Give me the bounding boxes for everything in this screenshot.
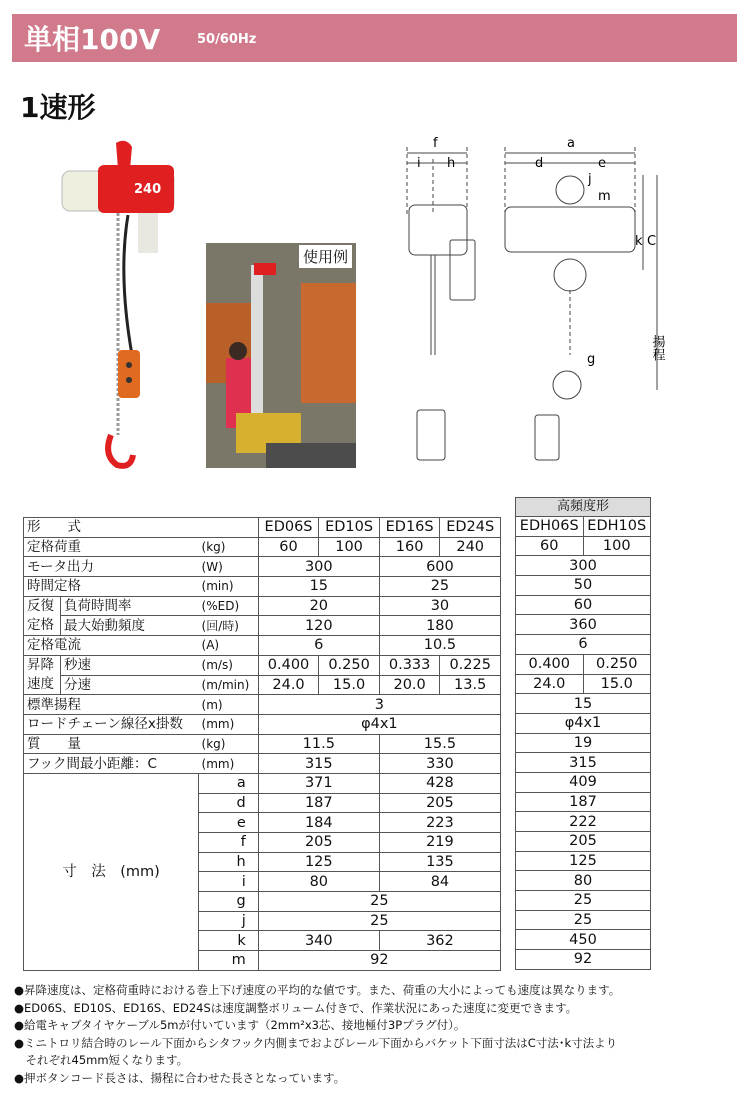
table-cell: 222: [516, 812, 651, 832]
spec-table: [23, 517, 501, 971]
row-unit: (W): [199, 557, 259, 577]
dim-key: h: [199, 852, 259, 872]
row-label: 分速: [61, 675, 199, 695]
table-cell: 362: [379, 931, 500, 951]
row-label: フック間最小距離：C: [24, 754, 199, 774]
table-cell: 371: [258, 773, 379, 793]
table-cell: 60: [516, 595, 651, 615]
table-row: [24, 773, 501, 793]
dim-label-f: f: [433, 136, 438, 151]
table-cell: 600: [379, 557, 500, 577]
table-row: [24, 636, 501, 656]
table-cell: 30: [379, 596, 500, 616]
row-unit: (回/時): [199, 616, 259, 636]
table-cell: 450: [516, 930, 651, 950]
table-cell: 25: [516, 910, 651, 930]
row-unit: (min): [199, 577, 259, 597]
table-cell: 3: [258, 695, 500, 715]
table-cell: 0.250: [319, 655, 380, 675]
usage-caption: 使用例: [299, 245, 352, 268]
speed-label: 昇降 速度: [24, 655, 61, 694]
table-cell: 100: [583, 536, 651, 556]
table-cell: 120: [258, 616, 379, 636]
table-cell: 80: [516, 871, 651, 891]
table-cell: 92: [258, 951, 500, 971]
table-row: [24, 596, 501, 616]
table-cell: 15.5: [379, 734, 500, 754]
dim-key: e: [199, 813, 259, 833]
dim-label-e: e: [598, 156, 606, 171]
table-cell: 19: [516, 733, 651, 753]
row-unit: (%ED): [199, 596, 259, 616]
model-header: ED10S: [319, 518, 380, 538]
dim-key: f: [199, 833, 259, 853]
row-label: モータ出力: [24, 557, 199, 577]
model-header: EDH06S: [516, 517, 584, 537]
table-cell: 160: [379, 537, 440, 557]
note-line: ●押ボタンコード長さは、揚程に合わせた長さとなっています。: [14, 1070, 346, 1085]
table-row: [24, 557, 501, 577]
table-row: [24, 714, 501, 734]
usage-example-photo: [206, 243, 356, 468]
row-label: ロードチェーン線径x掛数: [24, 714, 199, 734]
row-unit: (mm): [199, 714, 259, 734]
table-cell: φ4x1: [258, 714, 500, 734]
table-cell: 125: [516, 851, 651, 871]
table-cell: 25: [379, 577, 500, 597]
table-cell: 315: [258, 754, 379, 774]
table-cell: 92: [516, 950, 651, 970]
table-cell: 205: [258, 833, 379, 853]
table-cell: 60: [516, 536, 584, 556]
table-cell: 24.0: [516, 674, 584, 694]
row-unit: (m/s): [199, 655, 259, 675]
table-cell: 25: [258, 911, 500, 931]
table-cell: 6: [516, 635, 651, 655]
header-banner: [12, 14, 737, 62]
dim-key: d: [199, 793, 259, 813]
row-label: 負荷時間率: [61, 596, 199, 616]
table-row: [24, 675, 501, 695]
table-cell: 6: [258, 636, 379, 656]
table-cell: φ4x1: [516, 713, 651, 733]
note-line: それぞれ45mm短くなります。: [14, 1053, 189, 1067]
table-cell: 20: [258, 596, 379, 616]
dim-label-j: j: [588, 172, 592, 187]
table-row: [24, 518, 501, 538]
row-label: 最大始動頻度: [61, 616, 199, 636]
table-cell: 360: [516, 615, 651, 635]
row-unit: (A): [199, 636, 259, 656]
model-header: ED24S: [440, 518, 501, 538]
table-cell: 205: [379, 793, 500, 813]
row-label: 質 量: [24, 734, 199, 754]
dimension-label: 寸 法 (mm): [24, 773, 199, 970]
row-label: 秒速: [61, 655, 199, 675]
table-row: [24, 577, 501, 597]
table-cell: 0.225: [440, 655, 501, 675]
table-cell: 25: [516, 891, 651, 911]
dim-label-k: k: [635, 234, 643, 249]
header-frequency: 50/60Hz: [197, 32, 257, 47]
hoist-product-image: [56, 135, 186, 480]
dim-key: k: [199, 931, 259, 951]
table-cell: 15: [516, 694, 651, 714]
table-cell: 300: [516, 556, 651, 576]
table-cell: 300: [258, 557, 379, 577]
dim-label-m: m: [598, 189, 611, 204]
table-row: [24, 695, 501, 715]
dim-label-c: C: [647, 234, 657, 249]
table-cell: 0.400: [258, 655, 319, 675]
table-row: [24, 616, 501, 636]
table-cell: 315: [516, 753, 651, 773]
table-cell: 184: [258, 813, 379, 833]
table-cell: 409: [516, 772, 651, 792]
row-label: 時間定格: [24, 577, 199, 597]
table-cell: 20.0: [379, 675, 440, 695]
row-unit: (mm): [199, 754, 259, 774]
table-row: [24, 537, 501, 557]
dim-label-g: g: [587, 352, 596, 367]
row-unit: (kg): [199, 734, 259, 754]
row-unit: (m): [199, 695, 259, 715]
table-cell: 84: [379, 872, 500, 892]
dim-label-i: i: [417, 156, 421, 171]
row-label: 定格電流: [24, 636, 199, 656]
dim-label-d: d: [535, 156, 544, 171]
table-cell: 15.0: [319, 675, 380, 695]
table-cell: 219: [379, 833, 500, 853]
row-label: 標準揚程: [24, 695, 199, 715]
table-row: [24, 734, 501, 754]
table-row: [24, 754, 501, 774]
table-cell: 205: [516, 832, 651, 852]
table-cell: 0.333: [379, 655, 440, 675]
dim-label-lift: 揚程: [649, 335, 665, 361]
note-line: ●給電キャブタイヤケーブル5mが付いています（2mm²x3芯、接地極付3Pプラグ付）。: [14, 1018, 466, 1032]
table-cell: 60: [258, 537, 319, 557]
table-cell: 15.0: [583, 674, 651, 694]
dim-key: a: [199, 773, 259, 793]
dim-key: i: [199, 872, 259, 892]
dim-key: g: [199, 892, 259, 912]
dimension-drawing: [395, 135, 675, 480]
svg-text:240: 240: [134, 182, 162, 197]
table-cell: 180: [379, 616, 500, 636]
model-header: ED06S: [258, 518, 319, 538]
table-cell: 135: [379, 852, 500, 872]
table-cell: 13.5: [440, 675, 501, 695]
note-line: ●ミニトロリ結合時のレール下面からシタフック内側までおよびレール下面からバケット下面寸法はC寸法･k寸法より: [14, 1035, 618, 1050]
table-cell: 10.5: [379, 636, 500, 656]
table-cell: 0.400: [516, 654, 584, 674]
dim-label-a: a: [567, 136, 575, 151]
high-frequency-table: [515, 497, 651, 970]
group-header: 高頻度形: [516, 498, 651, 517]
table-cell: 0.250: [583, 654, 651, 674]
table-cell: 340: [258, 931, 379, 951]
header-title: 単相100V: [24, 23, 161, 56]
notes: [14, 982, 739, 1087]
row-unit: (m/min): [199, 675, 259, 695]
table-row: [24, 655, 501, 675]
table-cell: 187: [516, 792, 651, 812]
dim-label-h: h: [447, 156, 456, 171]
dim-key: m: [199, 951, 259, 971]
table-cell: 240: [440, 537, 501, 557]
table-cell: 24.0: [258, 675, 319, 695]
table-cell: 223: [379, 813, 500, 833]
table-cell: 187: [258, 793, 379, 813]
table-cell: 330: [379, 754, 500, 774]
table-cell: 80: [258, 872, 379, 892]
note-line: ●ED06S、ED10S、ED16S、ED24Sは速度調整ボリューム付きで、作業状況にあった速度に変更できます。: [14, 1000, 578, 1015]
note-line: ●昇降速度は、定格荷重時における巻上下げ速度の平均的な値です。また、荷重の大小によっても速度は異なります。: [14, 983, 621, 997]
table-cell: 15: [258, 577, 379, 597]
table-cell: 428: [379, 773, 500, 793]
row-unit: (kg): [199, 537, 259, 557]
table-cell: 100: [319, 537, 380, 557]
dim-key: j: [199, 911, 259, 931]
repeat-rating-label: 反復 定格: [24, 596, 61, 635]
page-subtitle: 1速形: [20, 91, 96, 124]
table-cell: 11.5: [258, 734, 379, 754]
model-header: ED16S: [379, 518, 440, 538]
model-header: EDH10S: [583, 517, 651, 537]
row-label: 定格荷重: [24, 537, 199, 557]
table-cell: 50: [516, 576, 651, 596]
table-cell: 125: [258, 852, 379, 872]
form-label: 形 式: [24, 518, 259, 538]
table-cell: 25: [258, 892, 500, 912]
